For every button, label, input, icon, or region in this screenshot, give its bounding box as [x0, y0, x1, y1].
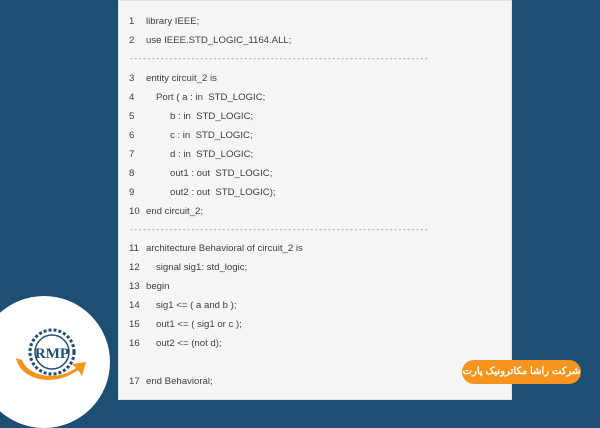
line-number: 16	[129, 338, 140, 349]
code-line	[118, 299, 512, 313]
code-text: out2 : out STD_LOGIC);	[170, 187, 276, 198]
code-panel	[118, 0, 512, 400]
code-text: end circuit_2;	[146, 206, 204, 217]
code-separator	[118, 226, 512, 240]
line-number: 3	[129, 73, 135, 84]
code-line	[118, 337, 512, 351]
code-text: entity circuit_2 is	[146, 73, 217, 84]
code-text: Port ( a : in STD_LOGIC;	[156, 92, 266, 103]
code-separator	[118, 55, 512, 69]
line-number: 11	[129, 243, 139, 254]
code-text: c : in STD_LOGIC;	[170, 130, 253, 141]
code-line	[118, 110, 512, 124]
code-text: out2 <= (not d);	[156, 338, 222, 349]
line-number: 10	[129, 206, 140, 217]
line-number: 9	[129, 187, 135, 198]
company-name-badge[interactable]: شرکت راشا مکاترونیک پارت	[462, 360, 581, 384]
line-number: 2	[129, 35, 135, 46]
code-line	[118, 318, 512, 332]
code-text: use IEEE.STD_LOGIC_1164.ALL;	[146, 35, 292, 46]
code-text: out1 <= ( sig1 or c );	[156, 319, 242, 330]
code-line	[118, 15, 512, 29]
code-line	[118, 280, 512, 294]
line-number: 17	[129, 376, 140, 387]
line-number: 4	[129, 92, 135, 103]
code-text: b : in STD_LOGIC;	[170, 111, 254, 122]
code-line	[118, 72, 512, 86]
code-text: begin	[146, 281, 170, 292]
code-line	[118, 261, 512, 275]
code-line	[118, 34, 512, 48]
line-number: 8	[129, 168, 135, 179]
line-number: 15	[129, 319, 140, 330]
line-number: 6	[129, 130, 135, 141]
code-line	[118, 205, 512, 219]
line-number: 1	[129, 16, 135, 27]
line-number: 13	[129, 281, 140, 292]
line-number: 7	[129, 149, 135, 160]
code-blank-line	[118, 356, 512, 370]
code-line	[118, 242, 512, 256]
code-text: library IEEE;	[146, 16, 200, 27]
code-line	[118, 375, 512, 389]
separator-text: --------------------------------------------------------------------	[129, 226, 429, 235]
code-line	[118, 167, 512, 181]
logo-text: RMP	[34, 346, 70, 362]
code-line	[118, 129, 512, 143]
code-line	[118, 186, 512, 200]
code-text: sig1 <= ( a and b );	[156, 300, 237, 311]
code-text: out1 : out STD_LOGIC;	[170, 168, 273, 179]
code-text: end Behavioral;	[146, 376, 213, 387]
line-number: 12	[129, 262, 140, 273]
line-number: 14	[129, 300, 140, 311]
rmp-logo	[8, 318, 92, 394]
code-text: signal sig1: std_logic;	[156, 262, 248, 273]
code-text: architecture Behavioral of circuit_2 is	[146, 243, 303, 254]
code-text: d : in STD_LOGIC;	[170, 149, 254, 160]
code-line	[118, 91, 512, 105]
line-number: 5	[129, 111, 135, 122]
separator-text: --------------------------------------------------------------------	[129, 55, 429, 64]
code-line	[118, 148, 512, 162]
